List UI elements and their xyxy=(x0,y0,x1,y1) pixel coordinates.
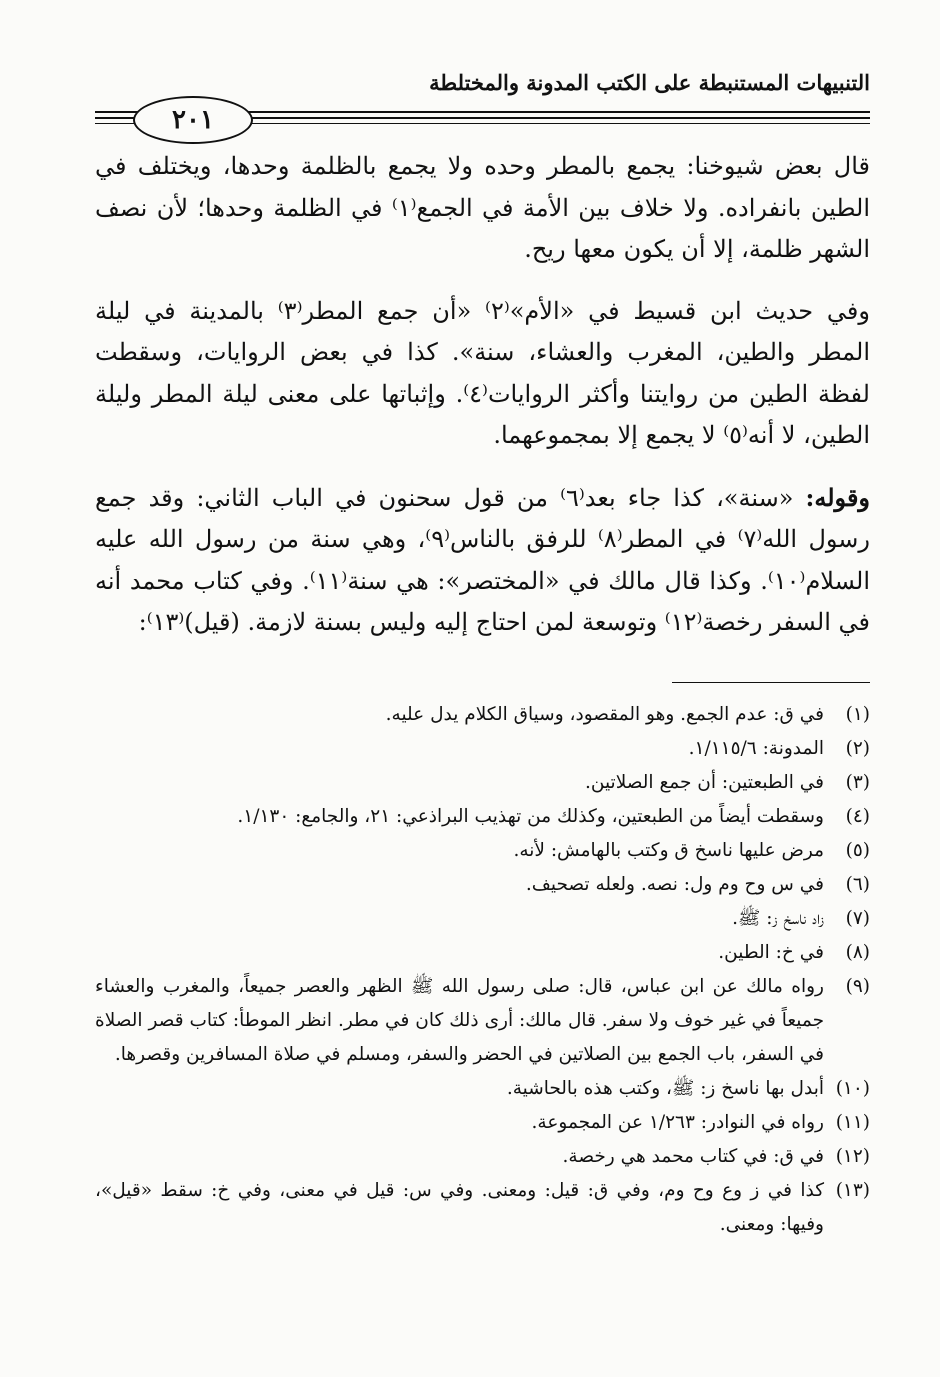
footnotes xyxy=(95,698,870,1242)
footnote-number: (٩) xyxy=(845,976,870,997)
footnote xyxy=(95,800,870,834)
footnote xyxy=(95,766,870,800)
footnote-number: (٨) xyxy=(845,942,870,963)
footnote-number: (٧) xyxy=(845,908,870,929)
footnote xyxy=(95,1072,870,1106)
footnote-text: وسقطت أيضاً من الطبعتين، وكذلك من تهذيب البراذعي: ٢١، والجامع: ١/١٣٠. xyxy=(237,806,824,827)
footnote xyxy=(95,936,870,970)
paragraph-3 xyxy=(95,477,870,644)
footnote-number: (٦) xyxy=(845,874,870,895)
paragraph-3-text: «سنة»، كذا جاء بعد⁽٦⁾ من قول سحنون في الباب الثاني: وقد جمع رسول الله⁽٧⁾ في المطر⁽٨⁾ للرفق بالناس⁽٩⁾، وهي سنة من رسول الله عليه السلام⁽١٠⁾. وكذا قال مالك في «المختصر»: هي سنة⁽١١⁾. وفي كتاب محمد أنه في السفر رخصة⁽١٢⁾ وتوسعة لمن احتاج إليه وليس بسنة لازمة. (قيل)⁽١٣⁾: xyxy=(95,483,871,636)
paragraph-2: وفي حديث ابن قسيط في «الأم»⁽٢⁾ «أن جمع المطر⁽٣⁾ بالمدينة في ليلة المطر والطين، المغرب والعشاء، سنة». كذا في بعض الروايات، وسقطت لفظة الطين من روايتنا وأكثر الروايات⁽٤⁾. وإثباتها على معنى ليلة المطر وليلة الطين، لا أنه⁽٥⁾ لا يجمع إلا بمجموعهما. xyxy=(95,296,870,449)
footnote-number: (٥) xyxy=(845,840,870,861)
book-page xyxy=(95,60,870,1360)
running-title: التنبيهات المستنبطة على الكتب المدونة والمختلطة xyxy=(429,70,870,95)
footnote-text: كذا في ز وع وح وم، وفي ق: قيل: ومعنى. وفي س: قيل في معنى، وفي خ: سقط «قيل»، وفيها: ومعنى. xyxy=(95,1180,824,1235)
footnote xyxy=(95,1106,870,1140)
footnote xyxy=(95,732,870,766)
footnote xyxy=(95,1140,870,1174)
footnote-text: في ق: في كتاب محمد هي رخصة. xyxy=(562,1146,824,1167)
footnote-text: مرض عليها ناسخ ق وكتب بالهامش: لأنه. xyxy=(513,840,824,861)
footnote-number: (١٠) xyxy=(835,1078,870,1099)
footnote xyxy=(95,902,870,936)
footnote-text: أبدل بها ناسخ ز: ﷺ، وكتب هذه بالحاشية. xyxy=(506,1078,824,1099)
footnote-text: رواه مالك عن ابن عباس، قال: صلى رسول الله ﷺ الظهر والعصر جميعاً، والمغرب والعشاء جميعاً في غير خوف ولا سفر. قال مالك: أرى ذلك كان في مطر. انظر الموطأ: كتاب قصر الصلاة في السفر، باب الجمع بين الصلاتين في الحضر والسفر، ومسلم في صلاة المسافرين وقصرها. xyxy=(95,976,824,1065)
footnote xyxy=(95,834,870,868)
footnote-text: في س وح وم ول: نصه. ولعله تصحيف. xyxy=(525,874,824,895)
footnote xyxy=(95,1174,870,1242)
paragraph-lead: وقوله: xyxy=(805,482,871,512)
main-text xyxy=(95,146,870,644)
footnote-text: المدونة: ١/١١٥/٦. xyxy=(688,738,824,759)
footnote-text: في ق: عدم الجمع. وهو المقصود، وسياق الكلام يدل عليه. xyxy=(385,704,824,725)
footnote-number: (١٢) xyxy=(835,1146,870,1167)
footnote xyxy=(95,970,870,1072)
footnote-text: زاد ناسخ ز: ﷺ. xyxy=(732,908,824,929)
page-number: ٢٠١ xyxy=(133,96,253,144)
footnote-number: (١١) xyxy=(835,1112,870,1133)
footnote-separator xyxy=(672,682,870,683)
footnote-text: في الطبعتين: أن جمع الصلاتين. xyxy=(585,772,824,793)
paragraph-1: قال بعض شيوخنا: يجمع بالمطر وحده ولا يجمع بالظلمة وحدها، ويختلف في الطين بانفراده. ولا خلاف بين الأمة في الجمع⁽١⁾ في الظلمة وحدها؛ لأن نصف الشهر ظلمة، إلا أن يكون معها ريح. xyxy=(95,152,870,263)
footnote-number: (١٣) xyxy=(835,1180,870,1201)
footnote-text: رواه في النوادر: ١/٢٦٣ عن المجموعة. xyxy=(531,1112,824,1133)
footnote-number: (٣) xyxy=(845,772,870,793)
footnote-number: (١) xyxy=(845,704,870,725)
footnote xyxy=(95,698,870,732)
footnote xyxy=(95,868,870,902)
footnote-text: في خ: الطين. xyxy=(718,942,824,963)
footnote-number: (٤) xyxy=(845,806,870,827)
footnote-number: (٢) xyxy=(845,738,870,759)
